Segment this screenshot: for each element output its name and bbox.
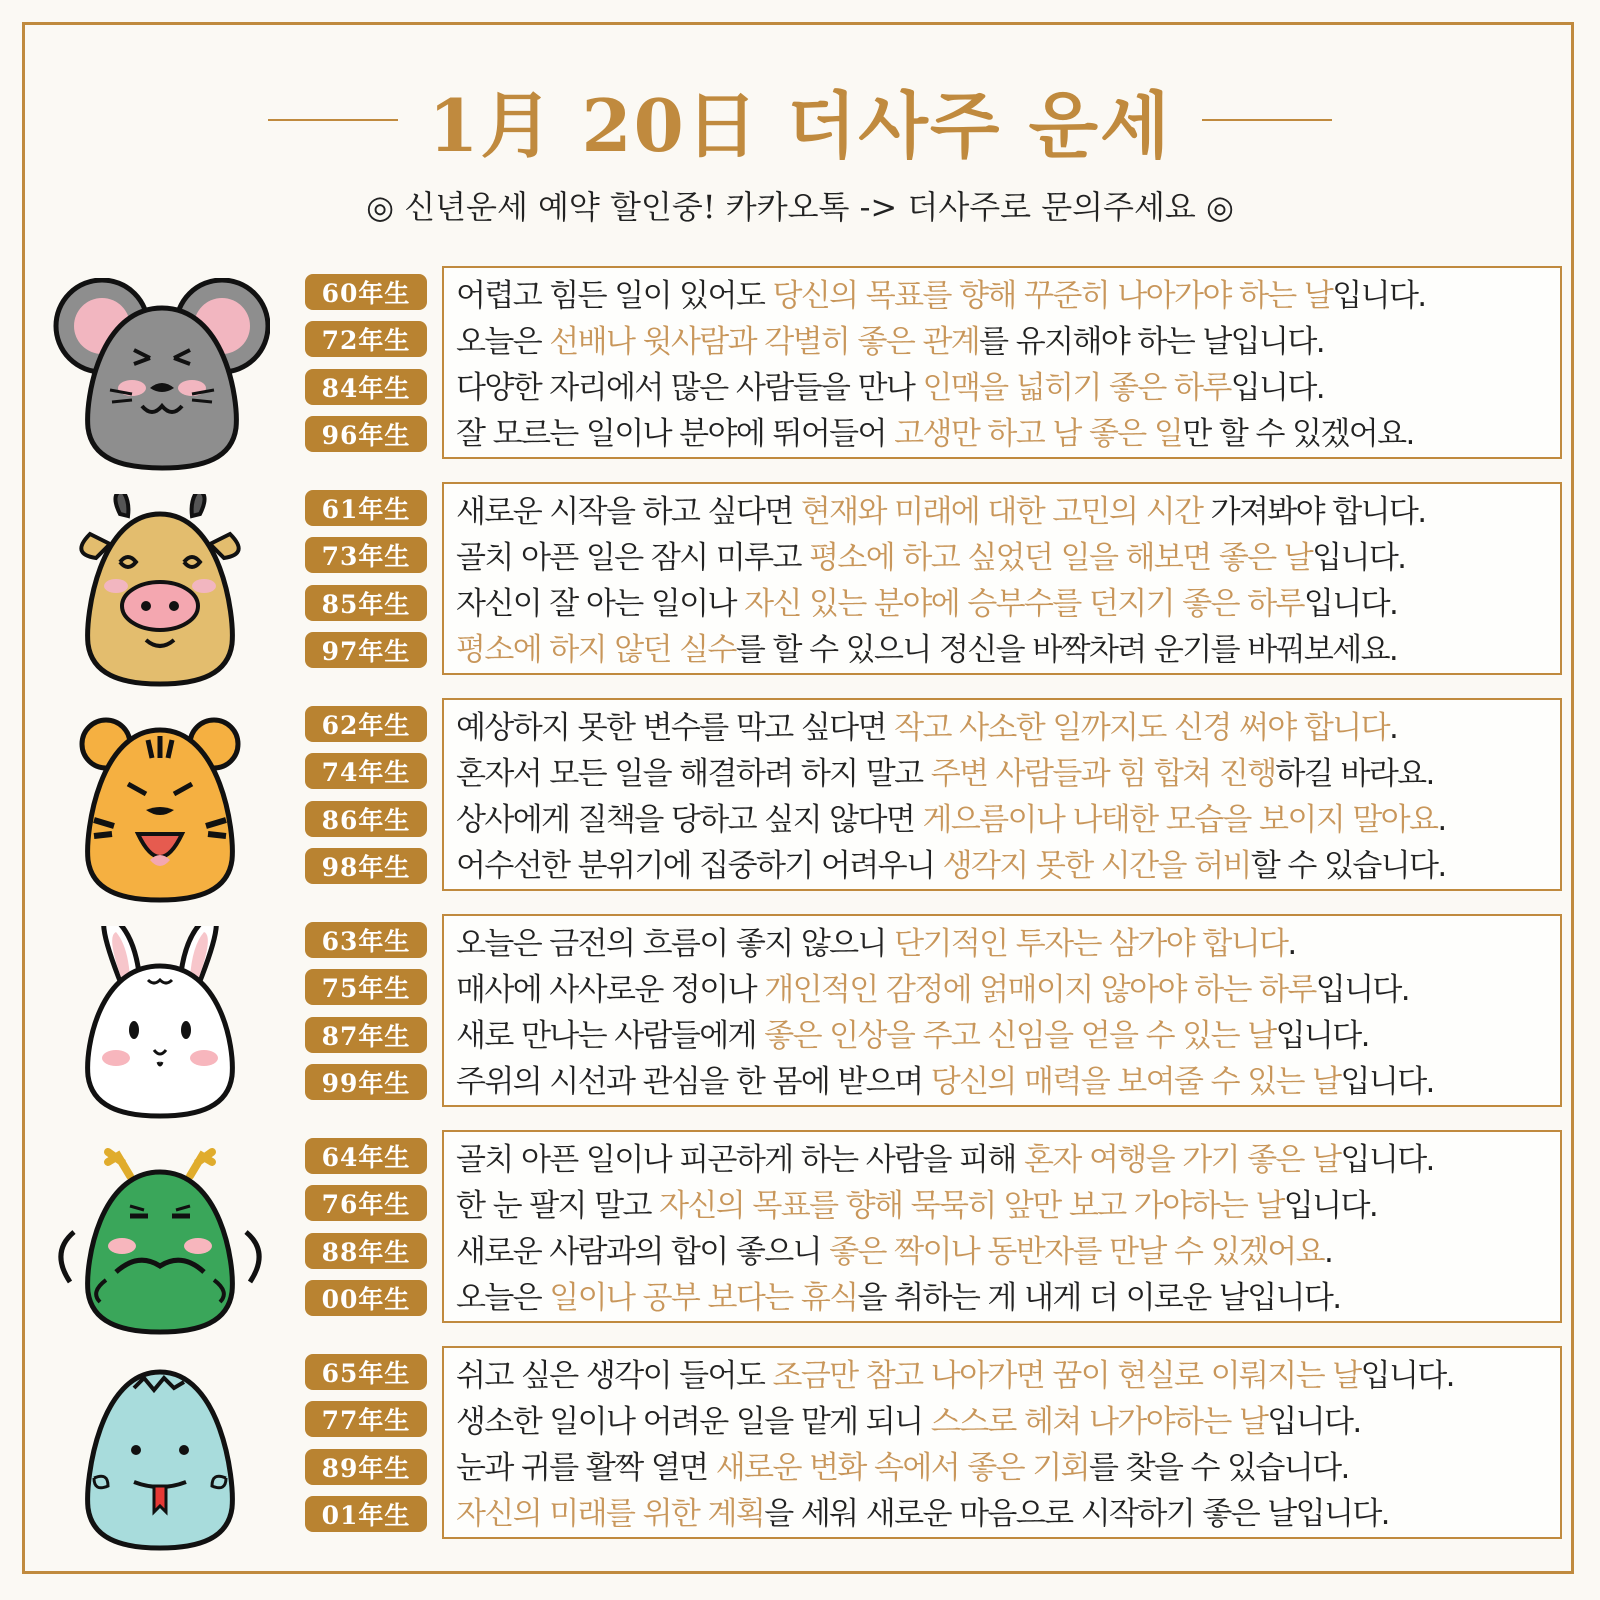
birth-year-badge: 87年生 <box>305 1017 427 1053</box>
fortune-line <box>456 489 1560 535</box>
line-text: 어렵고 힘든 일이 있어도 <box>456 278 773 314</box>
line-highlight: 당신의 매력을 보여줄 수 있는 날 <box>930 1064 1341 1100</box>
birth-year-badge: 65年生 <box>305 1354 427 1390</box>
line-text: 입니다. <box>1230 370 1324 406</box>
line-highlight: 생각지 못한 시간을 허비 <box>942 848 1251 884</box>
line-text: . <box>1287 926 1296 962</box>
line-highlight: 혼자 여행을 가기 좋은 날 <box>1024 1142 1341 1178</box>
birth-year-badge: 60年生 <box>305 274 427 310</box>
snake-icon <box>50 1358 270 1558</box>
fortune-text-box <box>442 1346 1562 1539</box>
birth-year-badge: 72年生 <box>305 321 427 357</box>
birth-year-badge: 75年生 <box>305 969 427 1005</box>
fortune-line <box>456 705 1560 751</box>
line-highlight: 자신의 미래를 위한 계획 <box>456 1496 765 1532</box>
line-text: 쉬고 싶은 생각이 들어도 <box>456 1358 773 1394</box>
birth-year-badge: 01年生 <box>305 1496 427 1532</box>
birth-year-badge: 96年生 <box>305 416 427 452</box>
line-highlight: 자신 있는 분야에 승부수를 던지기 좋은 하루 <box>744 586 1304 622</box>
line-text: 다양한 자리에서 많은 사람들을 만나 <box>456 370 923 406</box>
line-highlight: 현재와 미래에 대한 고민의 시간 <box>800 494 1203 530</box>
line-text: 을 세워 새로운 마음으로 시작하기 좋은 날입니다. <box>764 1496 1389 1532</box>
birth-year-badge: 88年生 <box>305 1233 427 1269</box>
line-text: 가져봐야 합니다. <box>1202 494 1426 530</box>
fortune-line <box>456 921 1560 967</box>
line-text: 입니다. <box>1303 586 1398 622</box>
line-highlight: 좋은 짝이나 동반자를 만날 수 있겠어요 <box>829 1234 1324 1270</box>
line-highlight: 선배나 윗사람과 각별히 좋은 관계 <box>549 324 980 360</box>
line-text: 할 수 있습니다. <box>1250 848 1446 884</box>
line-text: 오늘은 금전의 흐름이 좋지 않으니 <box>456 926 895 962</box>
birth-year-badge: 85年生 <box>305 585 427 621</box>
birth-year-badge: 77年生 <box>305 1401 427 1437</box>
fortune-text-box <box>442 266 1562 459</box>
birth-year-badge: 89年生 <box>305 1449 427 1485</box>
promo-subtitle: ◎ 신년운세 예약 할인중! 카카오톡 -> 더사주로 문의주세요 ◎ <box>366 188 1234 226</box>
fortune-line <box>456 1399 1560 1445</box>
dragon-icon <box>50 1142 270 1342</box>
line-text: . <box>1323 1234 1333 1270</box>
line-text: 오늘은 <box>456 324 550 360</box>
fortune-text-box <box>442 1130 1562 1323</box>
line-highlight: 게으름이나 나태한 모습을 보이지 말아요 <box>922 802 1438 838</box>
line-text: 골치 아픈 일이나 피곤하게 하는 사람을 피해 <box>456 1142 1025 1178</box>
fortune-text-box <box>442 482 1562 675</box>
line-text: 생소한 일이나 어려운 일을 맡게 되니 <box>456 1404 931 1440</box>
fortune-line <box>456 1445 1560 1491</box>
fortune-text-box <box>442 914 1562 1107</box>
line-text: 를 할 수 있으니 정신을 바짝차려 운기를 바꿔보세요. <box>735 632 1398 668</box>
line-text: . <box>1437 802 1446 838</box>
tiger-icon <box>50 710 270 910</box>
fortune-section-snake <box>50 1358 1570 1558</box>
fortune-line <box>456 365 1560 411</box>
line-highlight: 고생만 하고 남 좋은 일 <box>894 416 1183 452</box>
line-text: 를 찾을 수 있습니다. <box>1088 1450 1349 1486</box>
line-text: 입니다. <box>1315 972 1410 1008</box>
fortune-line <box>456 411 1560 457</box>
fortune-section-rat <box>50 278 1570 478</box>
fortune-line <box>456 1183 1560 1229</box>
birth-year-list <box>305 1358 430 1558</box>
fortune-section-rabbit <box>50 926 1570 1126</box>
line-text: 입니다. <box>1340 1064 1434 1100</box>
fortune-line <box>456 1013 1560 1059</box>
fortune-line <box>456 797 1560 843</box>
line-text: 하길 바라요. <box>1275 756 1434 792</box>
line-highlight: 스스로 헤쳐 나가야하는 날 <box>930 1404 1268 1440</box>
line-text: 오늘은 <box>456 1280 550 1316</box>
line-text: 잘 모르는 일이나 분야에 뛰어들어 <box>456 416 895 452</box>
fortune-line <box>456 319 1560 365</box>
fortune-section-dragon <box>50 1142 1570 1342</box>
fortune-line <box>456 843 1560 889</box>
line-highlight: 주변 사람들과 힘 합쳐 진행 <box>930 756 1276 792</box>
line-text: 입니다. <box>1312 540 1406 576</box>
line-text: 입니다. <box>1275 1018 1369 1054</box>
birth-year-badge: 61年生 <box>305 490 427 526</box>
line-highlight: 평소에 하지 않던 실수 <box>456 632 736 668</box>
fortune-line <box>456 1229 1560 1275</box>
line-text: 자신이 잘 아는 일이나 <box>456 586 745 622</box>
line-text: 입니다. <box>1360 1358 1454 1394</box>
line-text: 눈과 귀를 활짝 열면 <box>456 1450 716 1486</box>
line-text: 새로 만나는 사람들에게 <box>456 1018 765 1054</box>
birth-year-badge: 84年生 <box>305 369 427 405</box>
fortune-line <box>456 967 1560 1013</box>
line-text: 을 취하는 게 내게 더 이로운 날입니다. <box>857 1280 1341 1316</box>
line-text: 입니다. <box>1283 1188 1378 1224</box>
fortune-line <box>456 1353 1560 1399</box>
line-text: 상사에게 질책을 당하고 싶지 않다면 <box>456 802 923 838</box>
line-highlight: 작고 사소한 일까지도 신경 써야 합니다 <box>894 710 1389 746</box>
line-highlight: 자신의 목표를 향해 묵묵히 앞만 보고 가야하는 날 <box>659 1188 1284 1224</box>
birth-year-badge: 76年生 <box>305 1185 427 1221</box>
line-text: 만 할 수 있겠어요. <box>1182 416 1414 452</box>
title-divider-left <box>268 119 398 121</box>
birth-year-badge: 62年生 <box>305 706 427 742</box>
birth-year-badge: 74年生 <box>305 753 427 789</box>
line-text: 입니다. <box>1332 278 1426 314</box>
fortune-section-ox <box>50 494 1570 694</box>
birth-year-list <box>305 926 430 1126</box>
line-highlight: 일이나 공부 보다는 휴식 <box>549 1280 858 1316</box>
fortune-line <box>456 751 1560 797</box>
header <box>0 70 1600 170</box>
birth-year-badge: 64年生 <box>305 1138 427 1174</box>
birth-year-badge: 00年生 <box>305 1280 427 1316</box>
birth-year-badge: 99年生 <box>305 1064 427 1100</box>
line-highlight: 평소에 하고 싶었던 일을 해보면 좋은 날 <box>809 540 1313 576</box>
fortune-section-tiger <box>50 710 1570 910</box>
line-highlight: 개인적인 감정에 얽매이지 않아야 하는 하루 <box>764 972 1316 1008</box>
line-text: 를 유지해야 하는 날입니다. <box>979 324 1324 360</box>
line-text: 혼자서 모든 일을 해결하려 하지 말고 <box>456 756 931 792</box>
line-text: . <box>1388 710 1398 746</box>
birth-year-badge: 97年生 <box>305 632 427 668</box>
fortune-line <box>456 581 1560 627</box>
fortune-line <box>456 535 1560 581</box>
line-text: 예상하지 못한 변수를 막고 싶다면 <box>456 710 895 746</box>
line-text: 골치 아픈 일은 잠시 미루고 <box>456 540 810 576</box>
line-text: 매사에 사사로운 정이나 <box>456 972 765 1008</box>
birth-year-badge: 73年生 <box>305 537 427 573</box>
line-highlight: 당신의 목표를 향해 꾸준히 나아가야 하는 날 <box>772 278 1333 314</box>
birth-year-list <box>305 494 430 694</box>
line-text: 새로운 사람과의 합이 좋으니 <box>456 1234 830 1270</box>
rabbit-icon <box>50 926 270 1126</box>
line-highlight: 단기적인 투자는 삼가야 합니다 <box>894 926 1288 962</box>
fortune-line <box>456 1137 1560 1183</box>
line-text: 어수선한 분위기에 집중하기 어려우니 <box>456 848 943 884</box>
line-highlight: 인맥을 넓히기 좋은 하루 <box>922 370 1231 406</box>
fortune-line <box>456 1059 1560 1105</box>
title-divider-right <box>1202 119 1332 121</box>
page-title: 1月 20日 더사주 운세 <box>428 83 1172 168</box>
line-text: 한 눈 팔지 말고 <box>456 1188 660 1224</box>
fortune-text-box <box>442 698 1562 891</box>
birth-year-badge: 86年生 <box>305 801 427 837</box>
line-text: 입니다. <box>1340 1142 1434 1178</box>
fortune-line <box>456 627 1560 673</box>
line-highlight: 좋은 인상을 주고 신임을 얻을 수 있는 날 <box>764 1018 1276 1054</box>
line-text: 주위의 시선과 관심을 한 몸에 받으며 <box>456 1064 931 1100</box>
line-highlight: 새로운 변화 속에서 좋은 기회 <box>715 1450 1089 1486</box>
birth-year-list <box>305 1142 430 1342</box>
line-text: 입니다. <box>1267 1404 1361 1440</box>
birth-year-badge: 63年生 <box>305 922 427 958</box>
birth-year-list <box>305 278 430 478</box>
birth-year-list <box>305 710 430 910</box>
fortune-line <box>456 1275 1560 1321</box>
fortune-line <box>456 1491 1560 1537</box>
ox-icon <box>50 494 270 694</box>
fortune-line <box>456 273 1560 319</box>
line-text: 새로운 시작을 하고 싶다면 <box>456 494 801 530</box>
rat-icon <box>50 278 270 478</box>
birth-year-badge: 98年生 <box>305 848 427 884</box>
line-highlight: 조금만 참고 나아가면 꿈이 현실로 이뤄지는 날 <box>772 1358 1361 1394</box>
